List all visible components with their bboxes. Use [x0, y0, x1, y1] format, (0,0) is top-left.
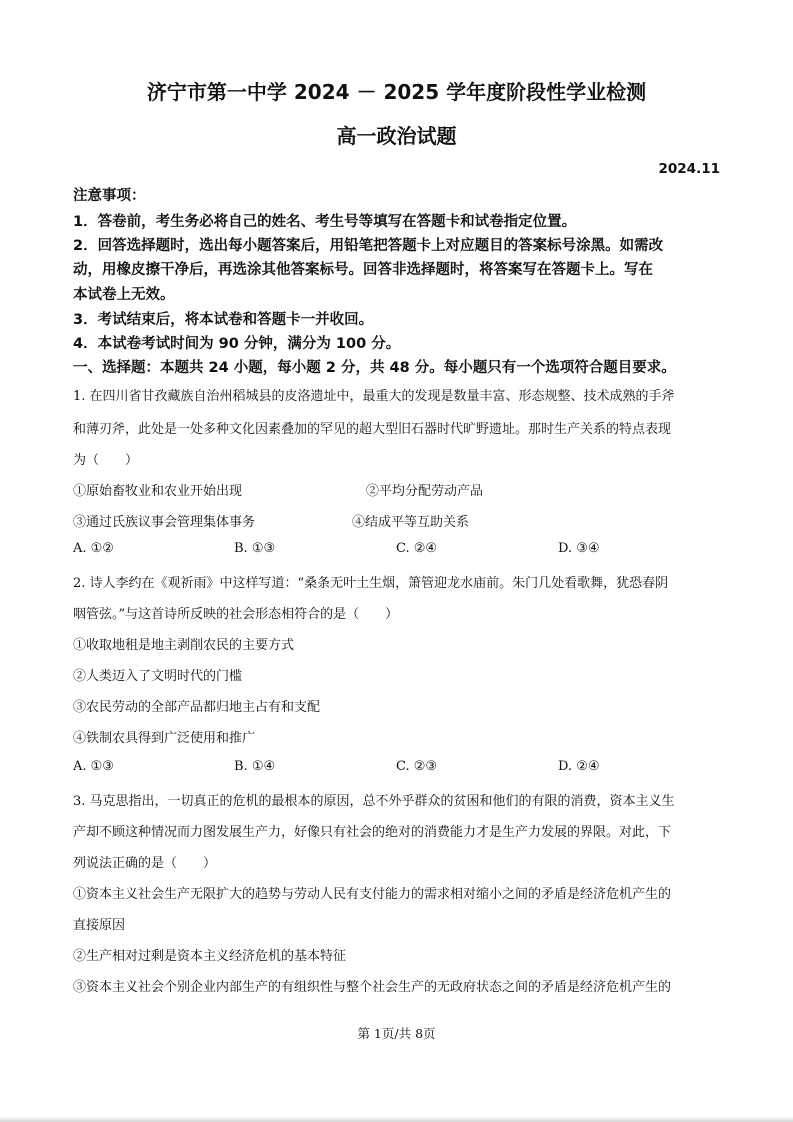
question-2-line: 咽管弦。”与这首诗所反映的社会形态相符合的是（ ） — [73, 607, 399, 622]
question-2-item: ②人类迈入了文明时代的门槛 — [73, 669, 243, 684]
question-3-line: 3. 马克思指出，一切真正的危机的最根本的原因，总不外乎群众的贫困和他们的有限的消费，资本主义生 — [73, 794, 675, 809]
notice-line: 3．考试结束后，将本试卷和答题卡一并收回。 — [73, 312, 374, 328]
exam-date: 2024.11 — [658, 161, 720, 177]
question-2-item: ④铁制农具得到广泛使用和推广 — [73, 731, 256, 746]
notice-line: 1．答卷前，考生务必将自己的姓名、考生号等填写在答题卡和试卷指定位置。 — [73, 214, 577, 230]
notice-line: 4．本试卷考试时间为 90 分钟，满分为 100 分。 — [73, 336, 401, 352]
question-1-line: 1. 在四川省甘孜藏族自治州稻城县的皮洛遗址中，最重大的发现是数量丰富、形态规整、技术成熟的手斧 — [73, 389, 675, 404]
question-1-option-b: B. ①③ — [234, 541, 276, 556]
question-2-item: ①收取地租是地主剥削农民的主要方式 — [73, 638, 295, 653]
question-1-option-c: C. ②④ — [396, 541, 438, 556]
question-1-item: ④结成平等互助关系 — [352, 515, 470, 530]
page-number: 第 1页/共 8页 — [357, 1026, 436, 1041]
section-heading: 一、选择题：本题共 24 小题，每小题 2 分，共 48 分。每小题只有一个选项符合题目要求。 — [73, 360, 676, 376]
question-2-option-b: B. ①④ — [234, 759, 276, 774]
question-2-line: 2. 诗人李约在《观祈雨》中这样写道：“桑条无叶土生烟，箫管迎龙水庙前。朱门几处看歌舞，犹恐春阴 — [73, 576, 669, 591]
question-2-option-c: C. ②③ — [396, 759, 438, 774]
question-3-line: 产却不顾这种情况而力图发展生产力，好像只有社会的绝对的消费能力才是生产力发展的界限。对此，下 — [73, 825, 672, 840]
question-2-option-d: D. ②④ — [558, 759, 600, 774]
exam-subtitle: 高一政治试题 — [336, 124, 457, 148]
question-3-item: 直接原因 — [73, 918, 126, 933]
question-3-item: ②生产相对过剩是资本主义经济危机的基本特征 — [73, 949, 347, 964]
question-1-item: ②平均分配劳动产品 — [366, 484, 484, 499]
question-2-option-a: A. ①③ — [73, 759, 114, 774]
question-1-option-d: D. ③④ — [558, 541, 600, 556]
question-1-option-a: A. ①② — [73, 541, 114, 556]
notice-line: 动，用橡皮擦干净后，再选涂其他答案标号。回答非选择题时，将答案写在答题卡上。写在 — [73, 262, 653, 278]
question-3-line: 列说法正确的是（ ） — [73, 856, 217, 871]
question-3-item: ③资本主义社会个别企业内部生产的有组织性与整个社会生产的无政府状态之间的矛盾是经济危机产生的 — [73, 980, 672, 995]
question-1-item: ①原始畜牧业和农业开始出现 — [73, 484, 243, 499]
exam-title: 济宁市第一中学 2024 － 2025 学年度阶段性学业检测 — [146, 80, 647, 104]
question-3-item: ①资本主义社会生产无限扩大的趋势与劳动人民有支付能力的需求相对缩小之间的矛盾是经济危机产生的 — [73, 887, 672, 902]
question-1-line: 为（ ） — [73, 453, 139, 468]
notice-line: 本试卷上无效。 — [73, 287, 175, 303]
question-1-item: ③通过氏族议事会管理集体事务 — [73, 515, 256, 530]
notice-heading: 注意事项： — [73, 188, 146, 204]
notice-line: 2．回答选择题时，选出每小题答案后，用铅笔把答题卡上对应题目的答案标号涂黑。如需改 — [73, 238, 664, 254]
question-1-line: 和薄刃斧，此处是一处多种文化因素叠加的罕见的超大型旧石器时代旷野遗址。那时生产关系的特点表现 — [73, 422, 672, 437]
question-2-item: ③农民劳动的全部产品都归地主占有和支配 — [73, 700, 321, 715]
page-bottom-edge — [0, 1117, 793, 1122]
